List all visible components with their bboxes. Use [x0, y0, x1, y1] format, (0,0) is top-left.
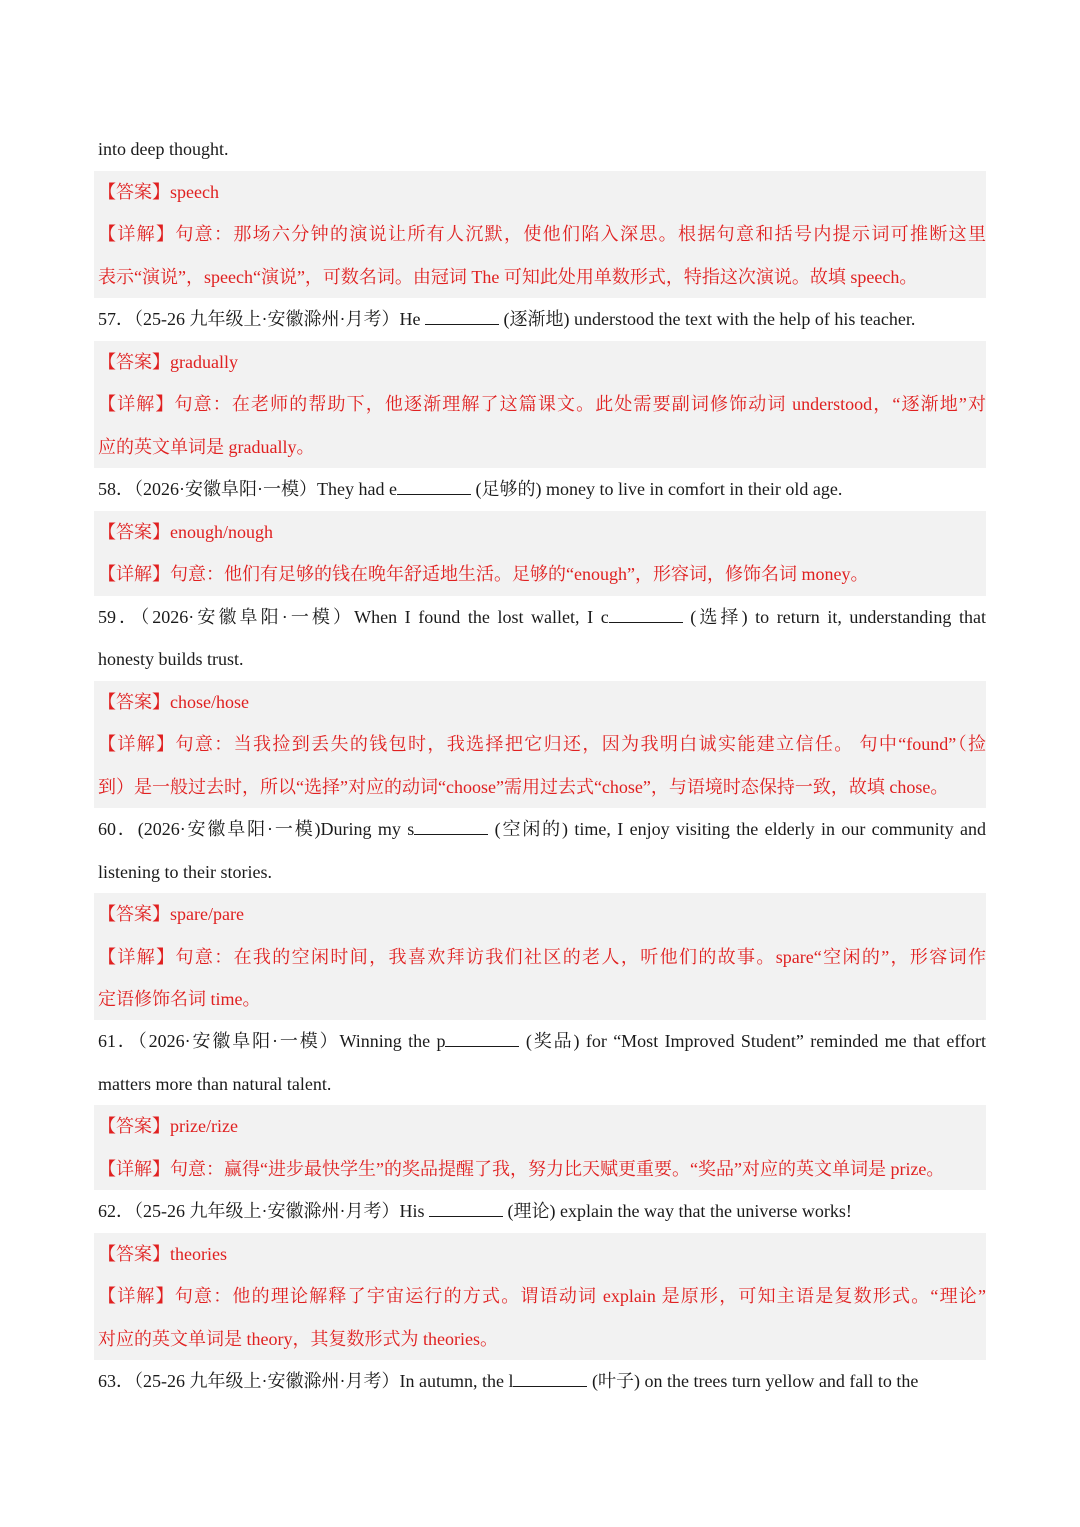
- question-text: He: [399, 309, 425, 329]
- answer-blank[interactable]: [414, 820, 488, 835]
- question-text: In autumn, the l: [399, 1371, 514, 1391]
- question-text: (理论) explain the way that the universe works!: [503, 1201, 852, 1221]
- question-source: （2026·安徽阜阳·一模）: [137, 1031, 340, 1051]
- answer-tag: 【答案】: [98, 1116, 170, 1136]
- detail-text: 应的英文单词是 gradually。: [98, 437, 315, 457]
- question-58: [98, 468, 986, 510]
- detail-line: [98, 766, 986, 808]
- question-63: [98, 1360, 986, 1402]
- detail-text: 句意：在老师的帮助下，他逐渐理解了这篇课文。此处需要副词修饰动词 understood，“逐渐地”对: [174, 394, 986, 414]
- detail-line: [98, 1148, 986, 1190]
- answer-text: chose/hose: [170, 692, 249, 712]
- question-text: They had e: [317, 479, 397, 499]
- question-61: [98, 1020, 986, 1062]
- question-number: 62．: [98, 1201, 134, 1221]
- answer-text: spare/pare: [170, 904, 244, 924]
- question-text: listening to their stories.: [98, 862, 272, 882]
- detail-text: 表示“演说”，speech“演说”，可数名词。由冠词 The 可知此处用单数形式，特指这次演说。故填 speech。: [98, 267, 918, 287]
- question-61-wrap: [98, 1063, 986, 1105]
- question-text: (逐渐地) understood the text with the help of his teacher.: [498, 309, 916, 329]
- question-text: matters more than natural talent.: [98, 1074, 332, 1094]
- detail-text: 对应的英文单词是 theory，其复数形式为 theories。: [98, 1329, 498, 1349]
- detail-tag: 【详解】: [98, 1159, 170, 1179]
- question-source: （25-26 九年级上·安徽滁州·月考）: [134, 1201, 400, 1221]
- question-60-wrap: [98, 851, 986, 893]
- question-text: (选择) to return it, understanding that: [682, 607, 986, 627]
- question-60: [98, 808, 986, 850]
- question-number: 59．: [98, 607, 141, 627]
- answer-blank[interactable]: [397, 480, 471, 495]
- answer-blank[interactable]: [609, 608, 683, 623]
- question-57: [98, 298, 986, 340]
- answer-text: prize/rize: [170, 1116, 238, 1136]
- detail-tag: 【详解】: [98, 564, 170, 584]
- question-text: (奖品) for “Most Improved Student” reminded me that effort: [519, 1031, 986, 1051]
- continuation-text: into deep thought.: [98, 139, 229, 159]
- answer-tag: 【答案】: [98, 1244, 170, 1264]
- detail-line: [98, 426, 986, 468]
- detail-tag: 【详解】: [98, 1286, 175, 1306]
- answer-blank[interactable]: [445, 1032, 519, 1047]
- question-source: （25-26 九年级上·安徽滁州·月考）: [134, 309, 400, 329]
- detail-line: [98, 936, 986, 978]
- answer-text: gradually: [170, 352, 238, 372]
- answer-text: speech: [170, 182, 219, 202]
- question-continuation: [98, 128, 986, 170]
- question-source: (2026·安徽阜阳·一模): [137, 819, 321, 839]
- answer-blank[interactable]: [425, 310, 499, 325]
- answer-line: [98, 681, 986, 723]
- detail-text: 定语修饰名词 time。: [98, 989, 261, 1009]
- question-text: During my s: [320, 819, 415, 839]
- answer-text: enough/nough: [170, 522, 273, 542]
- detail-tag: 【详解】: [98, 947, 176, 967]
- question-text: (叶子) on the trees turn yellow and fall to the: [587, 1371, 919, 1391]
- answer-line: [98, 171, 986, 213]
- answer-text: theories: [170, 1244, 227, 1264]
- detail-text: 句意：他的理论解释了宇宙运行的方式。谓语动词 explain 是原形，可知主语是复数形式。“理论”: [174, 1286, 986, 1306]
- question-number: 61．: [98, 1031, 138, 1051]
- detail-text: 句意：在我的空闲时间，我喜欢拜访我们社区的老人，听他们的故事。spare“空闲的”，形容词作: [175, 947, 986, 967]
- question-source: （2026·安徽阜阳·一模）: [140, 607, 355, 627]
- detail-line: [98, 383, 986, 425]
- answer-tag: 【答案】: [98, 522, 170, 542]
- question-text: (空闲的) time, I enjoy visiting the elderly in our community and: [488, 819, 986, 839]
- answer-tag: 【答案】: [98, 182, 170, 202]
- detail-text: 到）是一般过去时，所以“选择”对应的动词“choose”需用过去式“chose”，与语境时态保持一致，故填 chose。: [98, 777, 949, 797]
- detail-line: [98, 256, 986, 298]
- detail-tag: 【详解】: [98, 224, 176, 244]
- answer-tag: 【答案】: [98, 352, 170, 372]
- detail-line: [98, 1318, 986, 1360]
- question-source: （25-26 九年级上·安徽滁州·月考）: [134, 1371, 400, 1391]
- detail-line: [98, 978, 986, 1020]
- question-text: His: [399, 1201, 429, 1221]
- answer-blank[interactable]: [429, 1202, 503, 1217]
- answer-line: [98, 1233, 986, 1275]
- question-text: (足够的) money to live in comfort in their old age.: [470, 479, 843, 499]
- detail-text: 句意：他们有足够的钱在晚年舒适地生活。足够的“enough”，形容词，修饰名词 money。: [170, 564, 869, 584]
- answer-line: [98, 511, 986, 553]
- answer-line: [98, 341, 986, 383]
- detail-text: 句意：赢得“进步最快学生”的奖品提醒了我，努力比天赋更重要。“奖品”对应的英文单词是 prize。: [170, 1159, 945, 1179]
- question-62: [98, 1190, 986, 1232]
- detail-tag: 【详解】: [98, 394, 175, 414]
- answer-line: [98, 893, 986, 935]
- question-number: 58．: [98, 479, 134, 499]
- answer-blank[interactable]: [513, 1372, 587, 1387]
- detail-line: [98, 213, 986, 255]
- question-text: honesty builds trust.: [98, 649, 244, 669]
- question-number: 57．: [98, 309, 134, 329]
- detail-text: 句意：那场六分钟的演说让所有人沉默，使他们陷入深思。根据句意和括号内提示词可推断这里: [175, 224, 986, 244]
- detail-text: 句意：当我捡到丢失的钱包时，我选择把它归还，因为我明白诚实能建立信任。 句中“found”（捡: [175, 734, 986, 754]
- question-number: 63．: [98, 1371, 134, 1391]
- question-59-wrap: [98, 638, 986, 680]
- question-59: [98, 596, 986, 638]
- answer-tag: 【答案】: [98, 904, 170, 924]
- detail-line: [98, 723, 986, 765]
- answer-tag: 【答案】: [98, 692, 170, 712]
- answer-line: [98, 1105, 986, 1147]
- detail-tag: 【详解】: [98, 734, 176, 754]
- question-text: Winning the p: [339, 1031, 446, 1051]
- question-source: （2026·安徽阜阳·一模）: [134, 479, 317, 499]
- question-text: When I found the lost wallet, I c: [354, 607, 609, 627]
- detail-line: [98, 1275, 986, 1317]
- question-number: 60．: [98, 819, 138, 839]
- detail-line: [98, 553, 986, 595]
